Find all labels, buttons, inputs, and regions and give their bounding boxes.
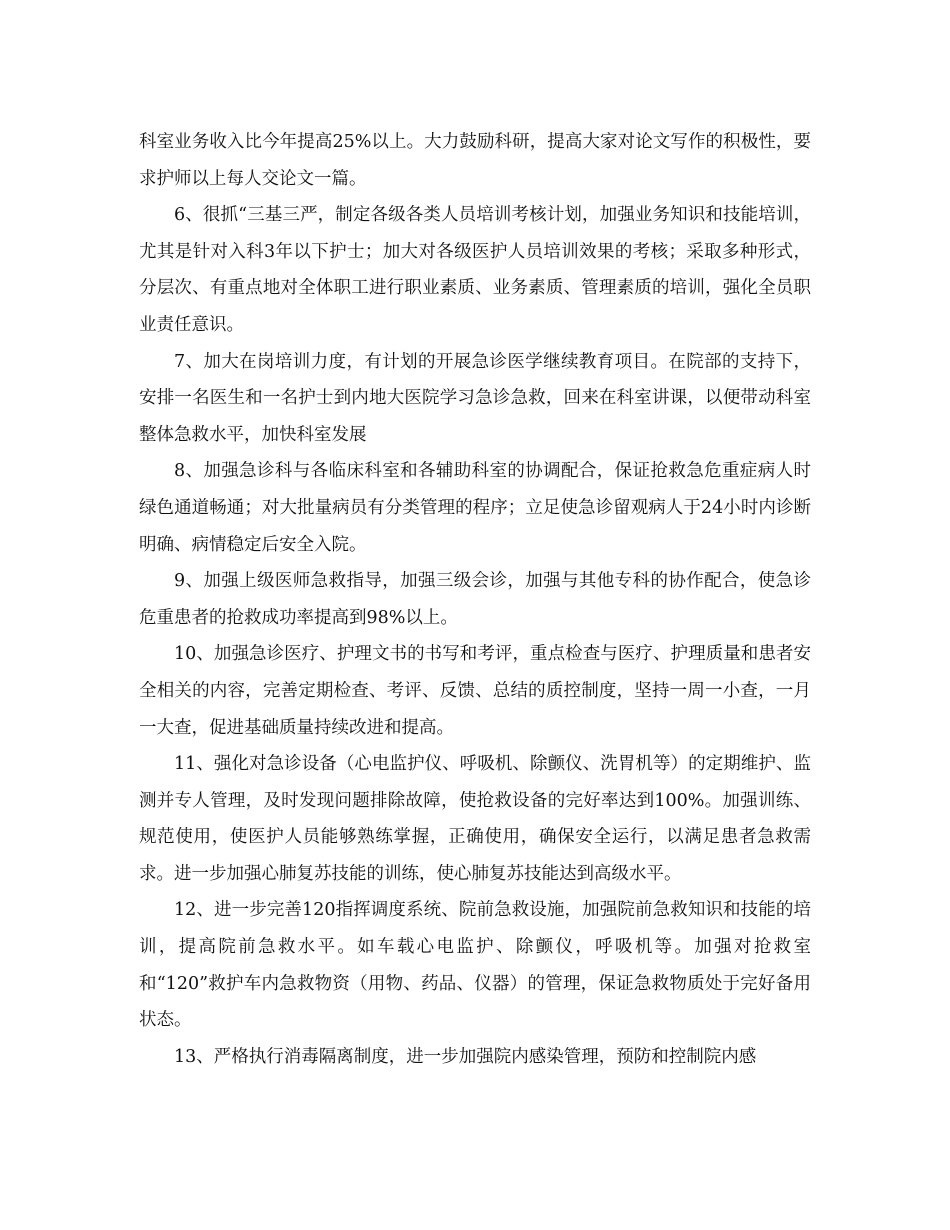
paragraph-item-6: 6、很抓“三基三严，制定各级各类人员培训考核计划，加强业务知识和技能培训，尤其是针对入科3年以下护士；加大对各级医护人员培训效果的考核；采取多种形式，分层次、有重点地对全体职工进行职业素质、业务素质、管理素质的培训，强化全员职业责任意识。 [139,205,811,335]
paragraph-item-8: 8、加强急诊科与各临床科室和各辅助科室的协调配合，保证抢救急危重症病人时绿色通道畅通；对大批量病员有分类管理的程序；立足使急诊留观病人于24小时内诊断明确、病情稳定后安全入院。 [139,461,811,555]
paragraph-item-7: 7、加大在岗培训力度，有计划的开展急诊医学继续教育项目。在院部的支持下，安排一名医生和一名护士到内地大医院学习急诊急救，回来在科室讲课，以便带动科室整体急救水平，加快科室发展 [139,351,811,445]
paragraph-item-11: 11、强化对急诊设备（心电监护仪、呼吸机、除颤仪、洗胃机等）的定期维护、监测并专人管理，及时发现问题排除故障，使抢救设备的完好率达到100%。加强训练、规范使用，使医护人员能够熟练掌握，正确使用，确保安全运行，以满足患者急救需求。进一步加强心肺复苏技能的训练，使心肺复苏技能达到高级水平。 [139,754,811,884]
document-body [139,124,811,1075]
paragraph-item-13: 13、严格执行消毒隔离制度，进一步加强院内感染管理，预防和控制院内感 [174,1046,757,1067]
paragraph-item-9: 9、加强上级医师急救指导，加强三级会诊，加强与其他专科的协作配合，使急诊危重患者的抢救成功率提高到98%以上。 [139,571,811,628]
paragraph-item-12: 12、进一步完善120指挥调度系统、院前急救设施，加强院前急救知识和技能的培训，提高院前急救水平。如车载心电监护、除颤仪，呼吸机等。加强对抢救室和“120”救护车内急救物资（用物、药品、仪器）的管理，保证急救物质处于完好备用状态。 [139,900,811,1031]
paragraph-item-10: 10、加强急诊医疗、护理文书的书写和考评，重点检查与医疗、护理质量和患者安全相关的内容，完善定期检查、考评、反馈、总结的质控制度，坚持一周一小查，一月一大查，促进基础质量持续改进和提高。 [139,644,811,738]
paragraph-continuation: 科室业务收入比今年提高25%以上。大力鼓励科研，提高大家对论文写作的积极性，要求护师以上每人交论文一篇。 [139,132,811,189]
